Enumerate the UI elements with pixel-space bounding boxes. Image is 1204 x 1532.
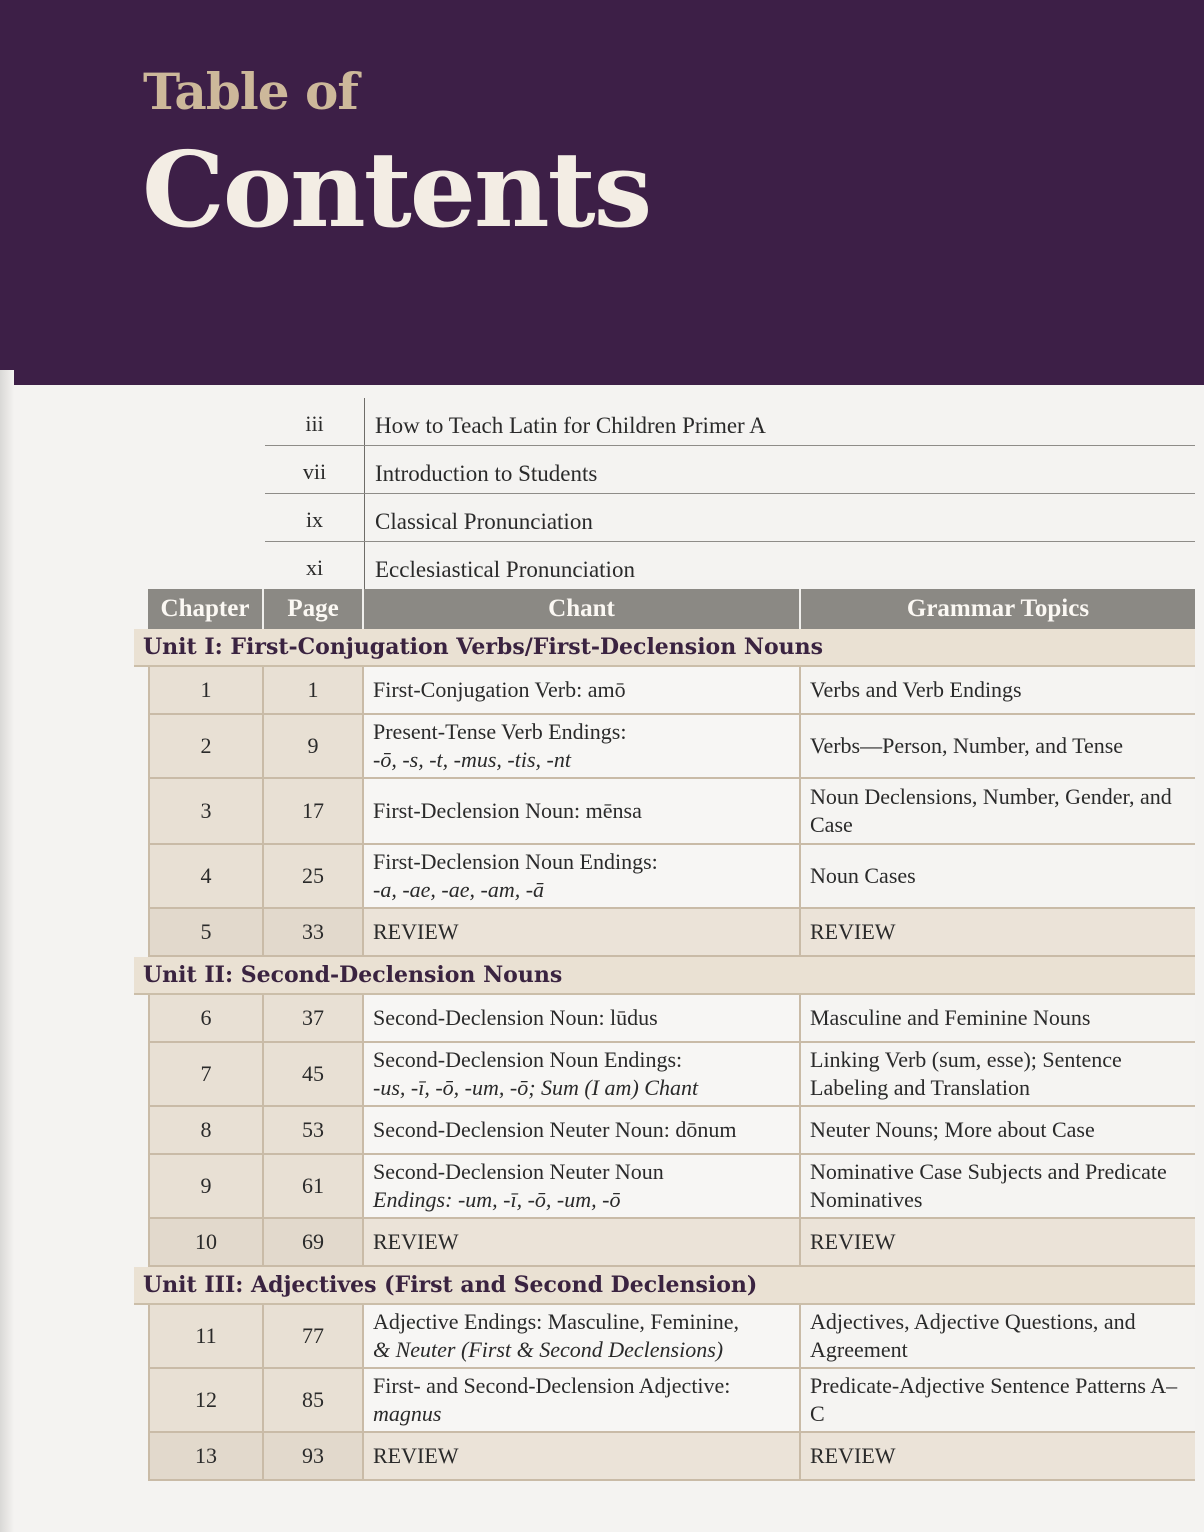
page-number: 25	[264, 845, 364, 907]
grammar-topics-text: Adjectives, Adjective Questions, and Agreement	[810, 1309, 1136, 1362]
page-number: 69	[264, 1219, 364, 1265]
front-matter-row	[265, 398, 1195, 446]
chant-cell	[364, 667, 801, 713]
chapter-number: 12	[148, 1369, 264, 1431]
grammar-topics-cell	[801, 779, 1195, 843]
unit-heading: Unit II: Second-Declension Nouns	[134, 957, 1195, 995]
page-number: 53	[264, 1107, 364, 1153]
grammar-topics-text: REVIEW	[810, 1443, 896, 1468]
units-container	[143, 629, 1195, 1481]
front-matter-row	[265, 542, 1195, 589]
grammar-topics-text: Predicate-Adjective Sentence Patterns A–C	[810, 1373, 1178, 1426]
unit-heading: Unit III: Adjectives (First and Second Declension)	[134, 1267, 1195, 1305]
table-row	[148, 1107, 1195, 1155]
chapter-number: 10	[148, 1219, 264, 1265]
chant-text: Second-Declension Neuter Noun: dōnum	[373, 1117, 737, 1142]
chant-text: Second-Declension Neuter Noun	[373, 1159, 664, 1184]
table-row	[148, 1155, 1195, 1219]
chant-endings: magnus	[373, 1401, 442, 1426]
front-matter-page: xi	[265, 542, 365, 589]
grammar-topics-text: REVIEW	[810, 1229, 896, 1254]
grammar-topics-cell	[801, 1305, 1195, 1367]
page-gutter-shadow	[0, 370, 14, 1532]
grammar-topics-cell	[801, 845, 1195, 907]
chant-text: Second-Declension Noun: lūdus	[373, 1005, 658, 1030]
table-row	[148, 995, 1195, 1043]
grammar-topics-text: Verbs and Verb Endings	[810, 677, 1022, 702]
chapter-number: 2	[148, 715, 264, 777]
table-row	[148, 1369, 1195, 1433]
page-number: 45	[264, 1043, 364, 1105]
table-row	[148, 1043, 1195, 1107]
page-number: 85	[264, 1369, 364, 1431]
chant-text: Present-Tense Verb Endings:	[373, 719, 627, 744]
grammar-topics-text: Neuter Nouns; More about Case	[810, 1117, 1095, 1142]
front-matter-row	[265, 446, 1195, 494]
chapter-number: 9	[148, 1155, 264, 1217]
chant-cell	[364, 1107, 801, 1153]
chant-cell	[364, 909, 801, 955]
grammar-topics-cell	[801, 715, 1195, 777]
table-row	[148, 667, 1195, 715]
front-matter-row	[265, 494, 1195, 542]
grammar-topics-cell	[801, 1043, 1195, 1105]
chant-cell	[364, 779, 801, 843]
page-number: 61	[264, 1155, 364, 1217]
grammar-topics-text: Nominative Case Subjects and Predicate Nominatives	[810, 1159, 1167, 1212]
table-header-row	[148, 589, 1195, 629]
chant-cell	[364, 1369, 801, 1431]
page-number: 1	[264, 667, 364, 713]
chant-cell	[364, 1155, 801, 1217]
page-number: 33	[264, 909, 364, 955]
title-line-2: Contents	[142, 128, 651, 251]
chant-text: First-Declension Noun Endings:	[373, 849, 658, 874]
chant-cell	[364, 1043, 801, 1105]
chant-cell	[364, 1433, 801, 1479]
grammar-topics-cell	[801, 909, 1195, 955]
chant-endings: -ō, -s, -t, -mus, -tis, -nt	[373, 747, 571, 772]
chant-endings: -a, -ae, -ae, -am, -ā	[373, 877, 545, 902]
grammar-topics-cell	[801, 1107, 1195, 1153]
chapter-number: 4	[148, 845, 264, 907]
grammar-topics-text: Verbs—Person, Number, and Tense	[810, 733, 1124, 758]
chapter-number: 8	[148, 1107, 264, 1153]
front-matter-page: vii	[265, 446, 365, 493]
title-line-1: Table of	[143, 62, 358, 121]
table-row	[148, 909, 1195, 957]
chant-endings: Endings: -um, -ī, -ō, -um, -ō	[373, 1187, 621, 1212]
chant-text: REVIEW	[373, 1229, 459, 1254]
grammar-topics-cell	[801, 1219, 1195, 1265]
table-row	[148, 779, 1195, 845]
front-matter-list	[265, 398, 1195, 589]
grammar-topics-cell	[801, 667, 1195, 713]
header-grammar-topics: Grammar Topics	[906, 595, 1090, 622]
grammar-topics-text: Masculine and Feminine Nouns	[810, 1005, 1091, 1030]
chapter-number: 11	[148, 1305, 264, 1367]
table-row	[148, 1433, 1195, 1481]
chapter-number: 5	[148, 909, 264, 955]
page-number: 77	[264, 1305, 364, 1367]
front-matter-title: Introduction to Students	[375, 460, 598, 486]
page-number: 93	[264, 1433, 364, 1479]
page-number: 17	[264, 779, 364, 843]
contents-table	[143, 589, 1195, 1481]
chant-cell	[364, 1305, 801, 1367]
table-row	[148, 1219, 1195, 1267]
front-matter-page: ix	[265, 494, 365, 541]
chant-text: REVIEW	[373, 1443, 459, 1468]
grammar-topics-cell	[801, 995, 1195, 1041]
chant-cell	[364, 845, 801, 907]
grammar-topics-cell	[801, 1155, 1195, 1217]
chant-text: First- and Second-Declension Adjective:	[373, 1373, 731, 1398]
chant-cell	[364, 995, 801, 1041]
table-row	[148, 715, 1195, 779]
header-chant: Chant	[364, 589, 801, 629]
grammar-topics-text: Noun Cases	[810, 863, 916, 888]
page-number: 37	[264, 995, 364, 1041]
front-matter-title: Classical Pronunciation	[375, 508, 593, 534]
front-matter-title: Ecclesiastical Pronunciation	[375, 556, 635, 582]
chant-endings: & Neuter (First & Second Declensions)	[373, 1337, 724, 1362]
grammar-topics-cell	[801, 1369, 1195, 1431]
header-chapter: Chapter	[148, 589, 264, 629]
chant-text: Second-Declension Noun Endings:	[373, 1047, 683, 1072]
front-matter-title: How to Teach Latin for Children Primer A	[375, 412, 766, 438]
chant-text: First-Declension Noun: mēnsa	[373, 798, 642, 823]
chant-cell	[364, 1219, 801, 1265]
table-row	[148, 845, 1195, 909]
grammar-topics-text: Noun Declensions, Number, Gender, and Case	[810, 784, 1172, 837]
grammar-topics-text: REVIEW	[810, 919, 896, 944]
chant-text: First-Conjugation Verb: amō	[373, 677, 626, 702]
chapter-number: 13	[148, 1433, 264, 1479]
page-number: 9	[264, 715, 364, 777]
chant-endings: -us, -ī, -ō, -um, -ō; Sum (I am) Chant	[373, 1075, 699, 1100]
unit-heading: Unit I: First-Conjugation Verbs/First-Declension Nouns	[134, 629, 1195, 667]
chapter-number: 6	[148, 995, 264, 1041]
header-banner	[0, 0, 1204, 385]
chapter-number: 7	[148, 1043, 264, 1105]
chapter-number: 1	[148, 667, 264, 713]
chant-cell	[364, 715, 801, 777]
chant-text: REVIEW	[373, 919, 459, 944]
front-matter-page: iii	[265, 398, 365, 445]
table-row	[148, 1305, 1195, 1369]
chapter-number: 3	[148, 779, 264, 843]
grammar-topics-cell	[801, 1433, 1195, 1479]
header-page: Page	[264, 589, 364, 629]
chant-text: Adjective Endings: Masculine, Feminine,	[373, 1309, 739, 1334]
grammar-topics-text: Linking Verb (sum, esse); Sentence Labeling and Translation	[810, 1047, 1122, 1100]
